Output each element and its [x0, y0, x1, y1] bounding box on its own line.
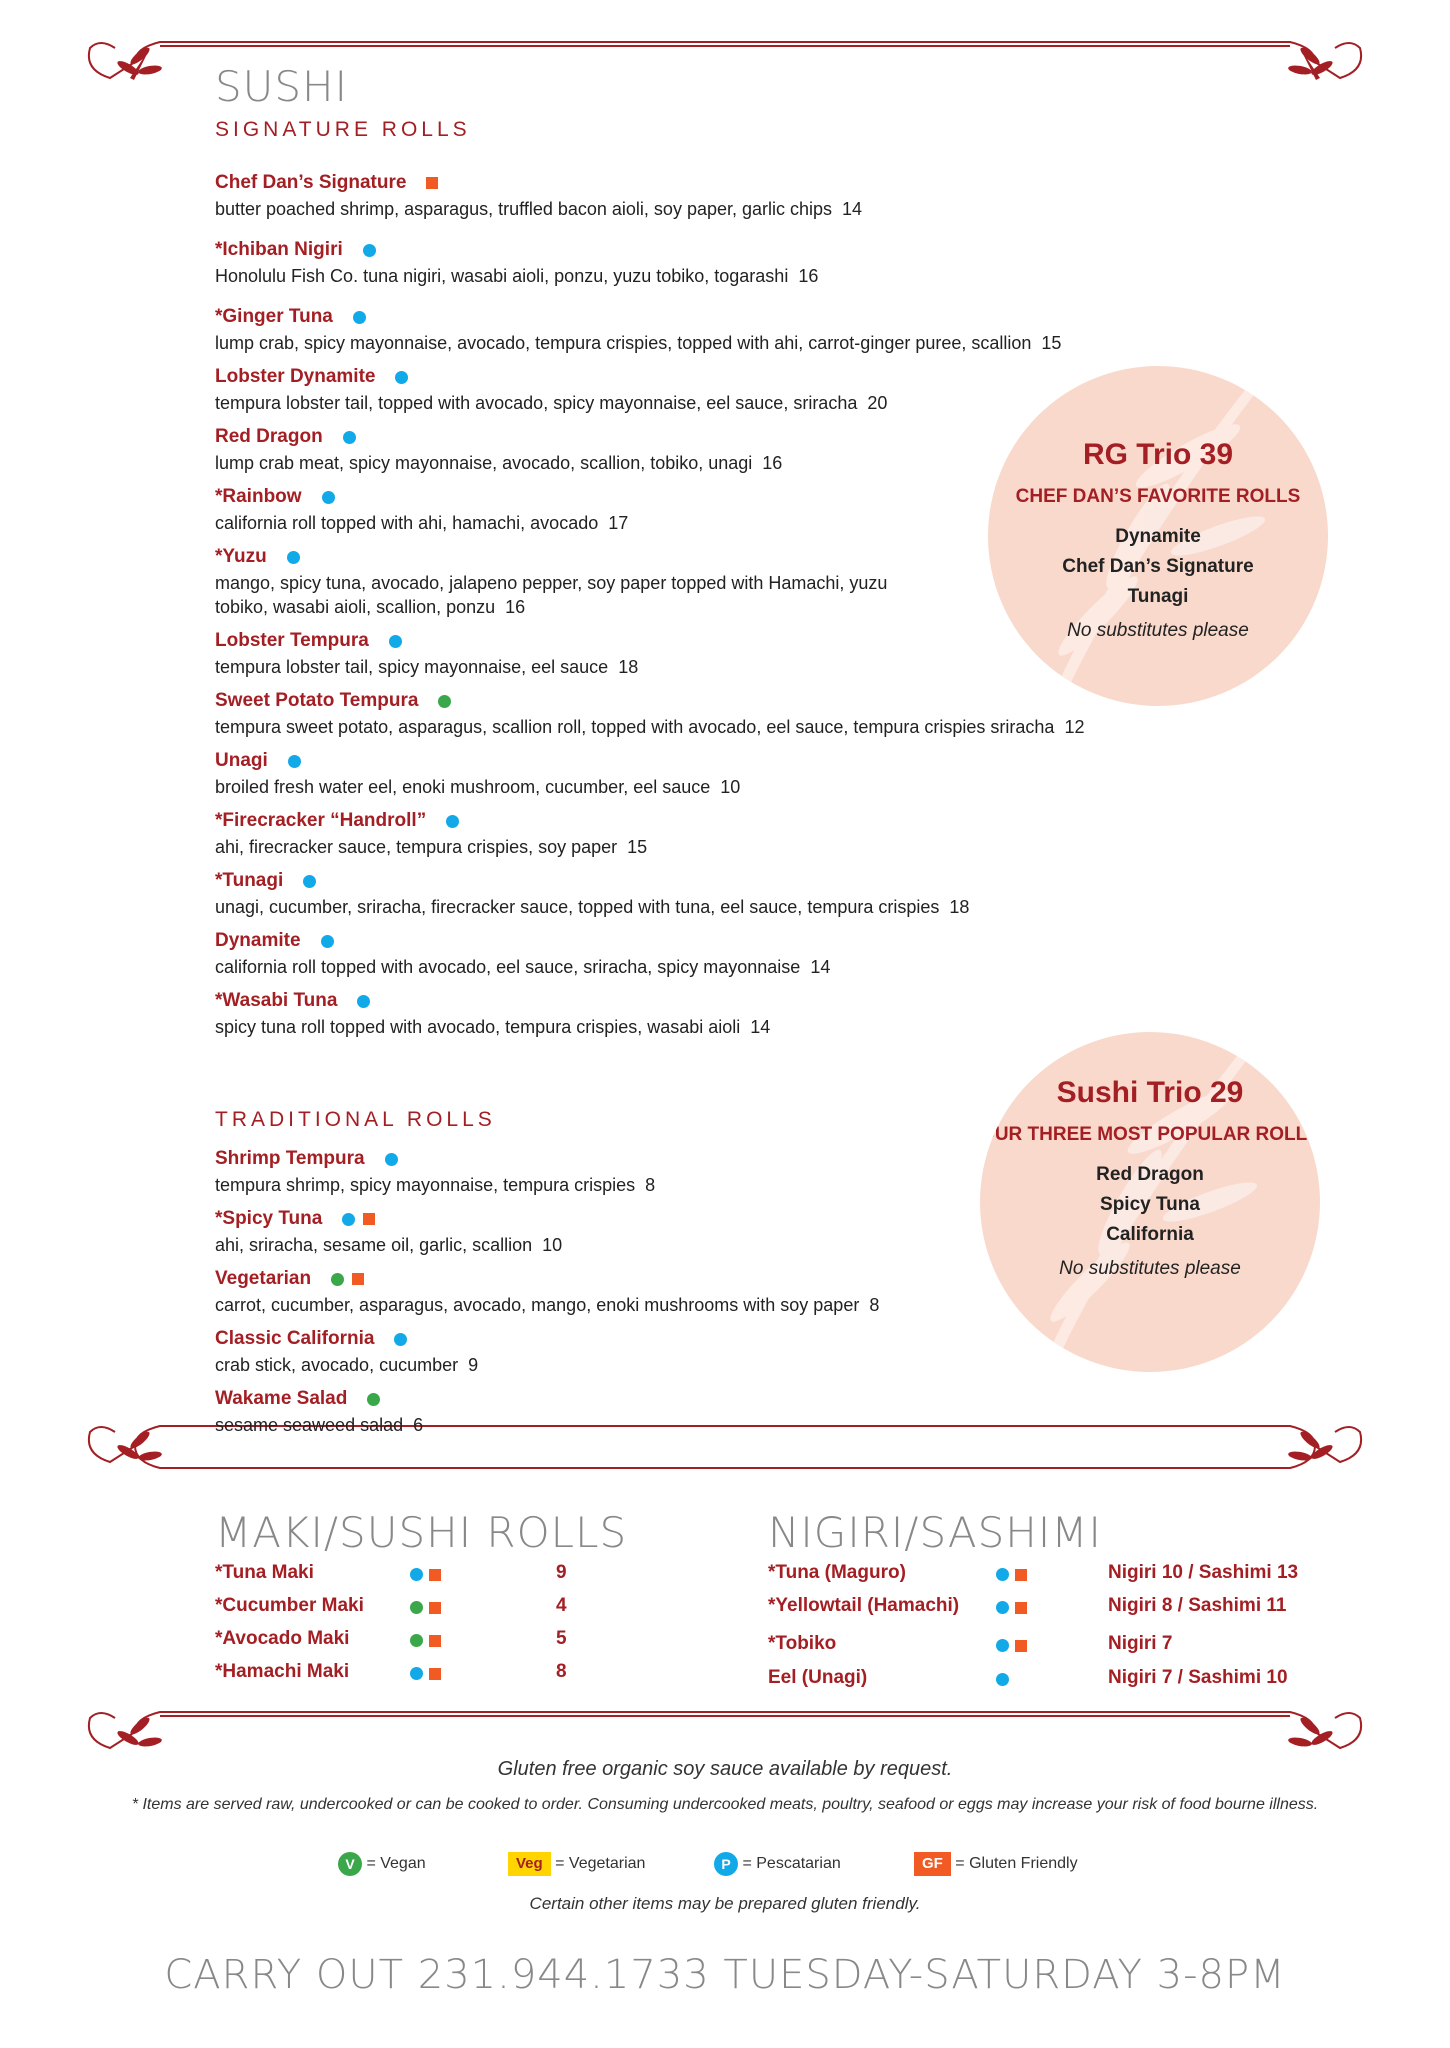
grid-item-marks — [996, 1671, 1009, 1689]
gluten-friendly-icon: GF — [914, 1852, 951, 1876]
menu-item-description: tempura lobster tail, spicy mayonnaise, eel sauce 18 — [215, 657, 639, 677]
menu-item-description: broiled fresh water eel, enoki mushroom, cucumber, eel sauce 10 — [215, 777, 741, 797]
grid-item-name: Eel (Unagi) — [768, 1667, 868, 1688]
menu-item-description: tempura shrimp, spicy mayonnaise, tempura crispies 8 — [215, 1175, 656, 1195]
menu-item-price: 10 — [720, 777, 741, 797]
grid-item-price: 9 — [556, 1562, 567, 1583]
menu-item-name: Red Dragon — [215, 426, 323, 447]
vegetarian-icon: Veg — [508, 1852, 551, 1876]
pescatarian-icon — [287, 551, 300, 564]
menu-item — [215, 239, 1225, 288]
menu-item-description: sesame seaweed salad 6 — [215, 1415, 424, 1435]
menu-item-description: tempura sweet potato, asparagus, scallion roll, topped with avocado, eel sauce, tempura crispies sriracha 12 — [215, 717, 1085, 737]
menu-item-description: california roll topped with ahi, hamachi, avocado 17 — [215, 513, 629, 533]
menu-item-description: tempura lobster tail, topped with avocado, spicy mayonnaise, eel sauce, sriracha 20 — [215, 393, 888, 413]
pescatarian-icon — [342, 1213, 355, 1226]
pescatarian-icon — [410, 1667, 423, 1680]
gluten-friendly-icon — [429, 1569, 441, 1581]
menu-item-name: Lobster Dynamite — [215, 366, 376, 387]
pescatarian-icon — [353, 311, 366, 324]
grid-item-marks — [996, 1637, 1027, 1655]
grid-item-price: 5 — [556, 1628, 567, 1649]
pescatarian-icon — [288, 755, 301, 768]
menu-item-price: 15 — [1041, 333, 1062, 353]
sushi-trio-roll: California — [1106, 1224, 1194, 1245]
legend-gluten-friendly — [914, 1852, 1078, 1876]
grid-item-name: *Tuna (Maguro) — [768, 1562, 906, 1583]
menu-item-description: unagi, cucumber, sriracha, firecracker sauce, topped with tuna, eel sauce, tempura crispies 18 — [215, 897, 970, 917]
menu-item-price: 10 — [542, 1235, 563, 1255]
grid-item-marks — [410, 1665, 441, 1683]
legend-vegetarian — [508, 1852, 645, 1876]
menu-item-price: 12 — [1064, 717, 1085, 737]
menu-item-price: 16 — [762, 453, 783, 473]
grid-item-name: *Hamachi Maki — [215, 1661, 350, 1682]
menu-item — [215, 750, 1225, 799]
pescatarian-icon — [363, 244, 376, 257]
menu-item-name: Wakame Salad — [215, 1388, 348, 1409]
rg-trio-note: No substitutes please — [1067, 620, 1249, 641]
grid-item-marks — [996, 1566, 1027, 1584]
gluten-friendly-icon — [352, 1273, 364, 1285]
grid-item-name: *Tobiko — [768, 1633, 837, 1654]
sushi-trio-title: Sushi Trio 29 — [1056, 1076, 1244, 1109]
pescatarian-icon — [322, 491, 335, 504]
menu-item-price: 8 — [645, 1175, 656, 1195]
pescatarian-icon — [996, 1673, 1009, 1686]
menu-item-description: spicy tuna roll topped with avocado, tempura crispies, wasabi aioli 14 — [215, 1017, 771, 1037]
menu-item-description: ahi, firecracker sauce, tempura crispies, soy paper 15 — [215, 837, 648, 857]
menu-item-name: Dynamite — [215, 930, 301, 951]
menu-item-price: 14 — [810, 957, 831, 977]
menu-item-description: mango, spicy tuna, avocado, jalapeno pepper, soy paper topped with Hamachi, yuzu tobiko, wasabi aioli, scallion, ponzu 16 — [215, 573, 888, 617]
vegan-icon — [367, 1393, 380, 1406]
menu-item-price: 15 — [627, 837, 648, 857]
rg-trio-roll: Dynamite — [1115, 526, 1201, 547]
grid-item-marks — [410, 1632, 441, 1650]
menu-item-price: 16 — [505, 597, 526, 617]
gluten-friendly-icon — [363, 1213, 375, 1225]
menu-item-name: Shrimp Tempura — [215, 1148, 365, 1169]
menu-item-description: crab stick, avocado, cucumber 9 — [215, 1355, 479, 1375]
menu-item-name: Classic California — [215, 1328, 375, 1349]
menu-item-price: 9 — [468, 1355, 479, 1375]
menu-item-description: butter poached shrimp, asparagus, truffled bacon aioli, soy paper, garlic chips 14 — [215, 199, 863, 219]
menu-item-price: 14 — [750, 1017, 771, 1037]
menu-item — [215, 172, 1225, 221]
menu-item — [215, 1388, 1225, 1437]
menu-item-description: ahi, sriracha, sesame oil, garlic, scallion 10 — [215, 1235, 563, 1255]
legend-vegan — [338, 1852, 426, 1876]
menu-item-name: *Spicy Tuna — [215, 1208, 323, 1229]
gluten-friendly-icon — [426, 177, 438, 189]
menu-item-name: *Ginger Tuna — [215, 306, 333, 327]
grid-item-price: 8 — [556, 1661, 567, 1682]
nigiri-title: NIGIRI/SASHIMI — [768, 1508, 1102, 1557]
gluten-friendly-icon — [1015, 1640, 1027, 1652]
raw-warning: * Items are served raw, undercooked or can be cooked to order. Consuming undercooked meats, poultry, seafood or eggs may increase your risk of food bourne illness. — [131, 1796, 1319, 1813]
grid-item-name: *Tuna Maki — [215, 1562, 314, 1583]
gluten-friendly-icon — [1015, 1569, 1027, 1581]
sushi-trio-roll: Spicy Tuna — [1100, 1194, 1200, 1215]
menu-item-name: *Ichiban Nigiri — [215, 239, 343, 260]
grid-item-price: Nigiri 8 / Sashimi 11 — [1108, 1595, 1287, 1616]
sushi-trio-subtitle: OUR THREE MOST POPULAR ROLLS — [980, 1124, 1320, 1145]
rg-trio-roll: Chef Dan’s Signature — [1062, 556, 1254, 577]
sushi-trio-badge — [980, 1032, 1320, 1372]
vegan-icon — [410, 1601, 423, 1614]
grid-item-price: Nigiri 10 / Sashimi 13 — [1108, 1562, 1299, 1583]
sushi-title: SUSHI — [215, 62, 349, 111]
pescatarian-icon — [996, 1639, 1009, 1652]
menu-item-description: lump crab meat, spicy mayonnaise, avocado, scallion, tobiko, unagi 16 — [215, 453, 783, 473]
grid-item-price: 4 — [556, 1595, 567, 1616]
gluten-friendly-icon — [429, 1602, 441, 1614]
grid-item-marks — [410, 1566, 441, 1584]
menu-item-name: *Firecracker “Handroll” — [215, 810, 427, 831]
menu-item-price: 17 — [608, 513, 629, 533]
pescatarian-icon — [446, 815, 459, 828]
grid-item-marks — [996, 1599, 1027, 1617]
menu-item-price: 18 — [949, 897, 970, 917]
pescatarian-icon: P — [714, 1852, 738, 1876]
menu-item-description: Honolulu Fish Co. tuna nigiri, wasabi aioli, ponzu, yuzu tobiko, togarashi 16 — [215, 266, 819, 286]
menu-item — [215, 306, 1225, 355]
menu-item-price: 20 — [867, 393, 888, 413]
vegan-icon — [410, 1634, 423, 1647]
gluten-friendly-icon — [429, 1668, 441, 1680]
menu-item-name: *Yuzu — [215, 546, 267, 567]
pescatarian-icon — [321, 935, 334, 948]
menu-item-price: 18 — [618, 657, 639, 677]
rg-trio-title: RG Trio 39 — [1082, 438, 1234, 471]
menu-item-price: 8 — [869, 1295, 880, 1315]
menu-item-price: 16 — [798, 266, 819, 286]
pescatarian-icon — [343, 431, 356, 444]
grid-item-marks — [410, 1599, 441, 1617]
legend-label: = Pescatarian — [742, 1855, 841, 1873]
menu-item — [215, 870, 1225, 919]
menu-item — [215, 930, 1225, 979]
menu-item-name: Unagi — [215, 750, 268, 771]
gluten-note: Gluten free organic soy sauce available by request. — [497, 1758, 953, 1780]
pescatarian-icon — [385, 1153, 398, 1166]
grid-item-name: *Cucumber Maki — [215, 1595, 364, 1616]
other-note: Certain other items may be prepared gluten friendly. — [529, 1894, 921, 1913]
pescatarian-icon — [357, 995, 370, 1008]
pescatarian-icon — [303, 875, 316, 888]
rg-trio-roll: Tunagi — [1127, 586, 1189, 607]
pescatarian-icon — [996, 1601, 1009, 1614]
menu-item-name: Lobster Tempura — [215, 630, 369, 651]
grid-item-price: Nigiri 7 — [1108, 1633, 1173, 1654]
pescatarian-icon — [389, 635, 402, 648]
menu-item-description: california roll topped with avocado, eel sauce, sriracha, spicy mayonnaise 14 — [215, 957, 831, 977]
pescatarian-icon — [394, 1333, 407, 1346]
menu-item-name: Chef Dan’s Signature — [215, 172, 407, 193]
pescatarian-icon — [410, 1568, 423, 1581]
vegan-icon: V — [338, 1852, 362, 1876]
menu-item — [215, 810, 1225, 859]
sushi-trio-note: No substitutes please — [1059, 1258, 1241, 1279]
grid-item-name: *Avocado Maki — [215, 1628, 350, 1649]
vegan-icon — [331, 1273, 344, 1286]
menu-item-name: *Wasabi Tuna — [215, 990, 338, 1011]
legend-label: = Gluten Friendly — [955, 1855, 1078, 1873]
vegan-icon — [438, 695, 451, 708]
legend-label: = Vegetarian — [555, 1855, 646, 1873]
pescatarian-icon — [996, 1568, 1009, 1581]
grid-item-name: *Yellowtail (Hamachi) — [768, 1595, 960, 1616]
sushi-trio-roll: Red Dragon — [1096, 1164, 1204, 1185]
rg-trio-badge — [988, 366, 1328, 706]
traditional-rolls-title: TRADITIONAL ROLLS — [215, 1108, 496, 1131]
maki-title: MAKI/SUSHI ROLLS — [215, 1508, 628, 1557]
menu-item-description: carrot, cucumber, asparagus, avocado, mango, enoki mushrooms with soy paper 8 — [215, 1295, 880, 1315]
menu-item-description: lump crab, spicy mayonnaise, avocado, tempura crispies, topped with ahi, carrot-ginger puree, scallion 15 — [215, 333, 1062, 353]
carry-out-info: CARRY OUT 231.944.1733 TUESDAY-SATURDAY 3-8PM — [164, 1952, 1286, 1998]
menu-item-name: Vegetarian — [215, 1268, 312, 1289]
gluten-friendly-icon — [1015, 1602, 1027, 1614]
menu-item-name: Sweet Potato Tempura — [215, 690, 419, 711]
menu-item-name: *Rainbow — [215, 486, 302, 507]
menu-item-price: 6 — [413, 1415, 424, 1435]
menu-item-name: *Tunagi — [215, 870, 284, 891]
rg-trio-subtitle: CHEF DAN’S FAVORITE ROLLS — [1015, 486, 1301, 507]
grid-item-price: Nigiri 7 / Sashimi 10 — [1108, 1667, 1288, 1688]
pescatarian-icon — [395, 371, 408, 384]
legend-label: = Vegan — [366, 1855, 426, 1873]
legend-pescatarian — [714, 1852, 841, 1876]
gluten-friendly-icon — [429, 1635, 441, 1647]
signature-rolls-title: SIGNATURE ROLLS — [215, 118, 471, 141]
menu-item-price: 14 — [842, 199, 863, 219]
